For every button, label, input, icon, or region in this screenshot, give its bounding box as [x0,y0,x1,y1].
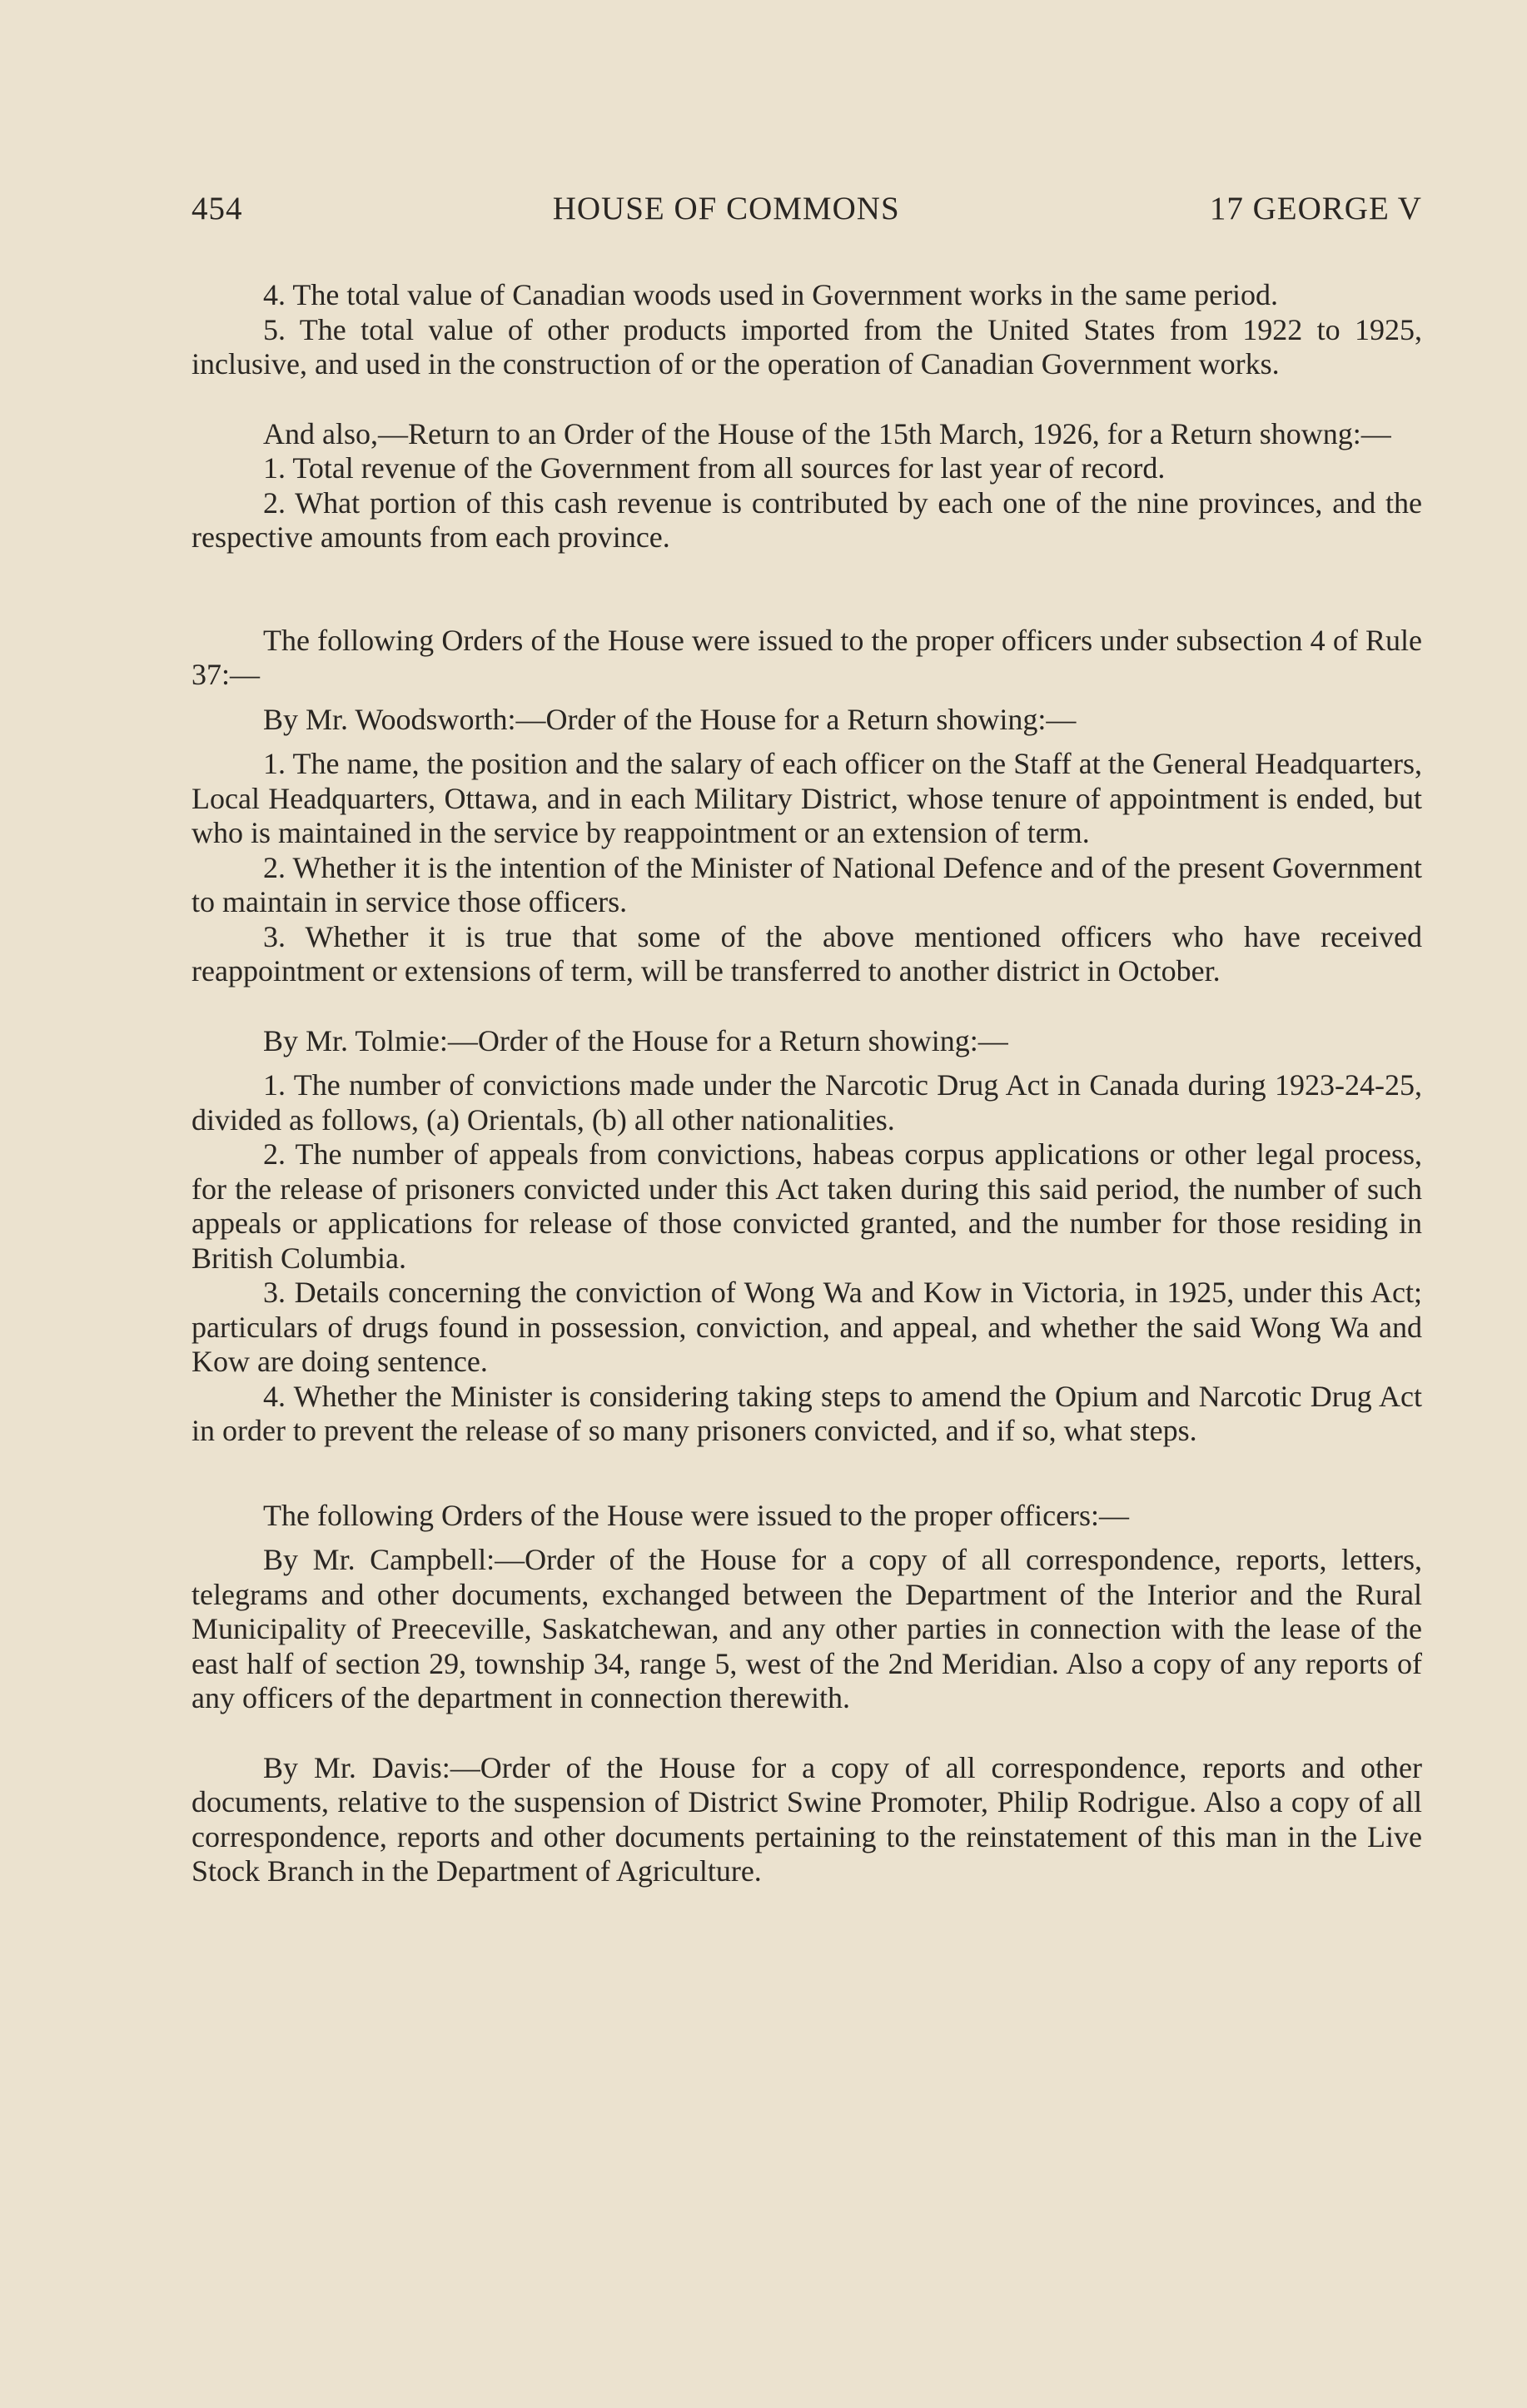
header-title: HOUSE OF COMMONS [552,191,900,226]
paragraph: 2. Whether it is the intention of the Minister of National Defence and of the present Government to maintain in service those officers. [191,850,1422,918]
paragraph: 3. Details concerning the conviction of Wong Wa and Kow in Victoria, in 1925, under this Act; particulars of drugs found in possession, conviction, and appeal, and whether the said Wong Wa and Kow are doing sentence. [191,1276,1422,1378]
paragraph: By Mr. Davis:—Order of the House for a copy of all correspondence, reports and other documents, relative to the suspension of District Swine Promoter, Philip Rodrigue. Also a copy of all correspondence, reports and other documents pertaining to the reinstatement of this man in the Live Stock Branch in the Department of Agriculture. [191,1750,1422,1888]
paragraph: And also,—Return to an Order of the House of the 15th March, 1926, for a Return showng:— [263,416,1391,450]
page-number: 454 [191,191,243,226]
regnal-year: 17 GEORGE V [1209,191,1422,226]
paragraph: 1. Total revenue of the Government from all sources for last year of record. [263,451,1166,485]
running-header [191,190,1422,227]
paragraph: 2. What portion of this cash revenue is contributed by each one of the nine provinces, and the respective amounts from each province. [191,485,1422,554]
page-body [191,278,1422,1889]
paragraph: 5. The total value of other products imported from the United States from 1922 to 1925, inclusive, and used in the construction of or the operation of Canadian Government works. [191,312,1422,381]
paragraph: 4. Whether the Minister is considering taking steps to amend the Opium and Narcotic Drug Act in order to prevent the release of so many prisoners convicted, and if so, what steps. [191,1379,1422,1447]
paragraph: 2. The number of appeals from convictions, habeas corpus applications or other legal process, for the release of prisoners convicted under this Act taken during this said period, the number of such appeals or applications for release of those convicted granted, and the number for those residing in British Columbia. [191,1137,1422,1275]
paragraph: 1. The name, the position and the salary of each officer on the Staff at the General Headquarters, Local Headquarters, Ottawa, and in each Military District, whose tenure of appointment is ended, but who is maintained in the service by reappointment or an extension of term. [191,747,1422,849]
paragraph: 1. The number of convictions made under the Narcotic Drug Act in Canada during 1923-24-25, divided as follows, (a) Orientals, (b) all other nationalities. [191,1068,1422,1137]
paragraph: By Mr. Tolmie:—Order of the House for a Return showing:— [263,1023,1008,1057]
paragraph: The following Orders of the House were issued to the proper officers under subsection 4 of Rule 37:— [191,623,1422,691]
paragraph: 4. The total value of Canadian woods used in Government works in the same period. [263,278,1279,311]
paragraph: By Mr. Woodsworth:—Order of the House for a Return showing:— [263,702,1077,736]
paragraph: 3. Whether it is true that some of the above mentioned officers who have received reappointment or extensions of term, will be transferred to another district in October. [191,919,1422,988]
paragraph: The following Orders of the House were issued to the proper officers:— [263,1498,1130,1532]
paragraph: By Mr. Campbell:—Order of the House for a copy of all correspondence, reports, letters, telegrams and other documents, exchanged between the Department of the Interior and the Rural Municipality of Preeceville, Saskatchewan, and any other parties in connection with the lease of the east half of section 29, township 34, range 5, west of the 2nd Meridian. Also a copy of any reports of any officers of the department in connection therewith. [191,1543,1422,1714]
